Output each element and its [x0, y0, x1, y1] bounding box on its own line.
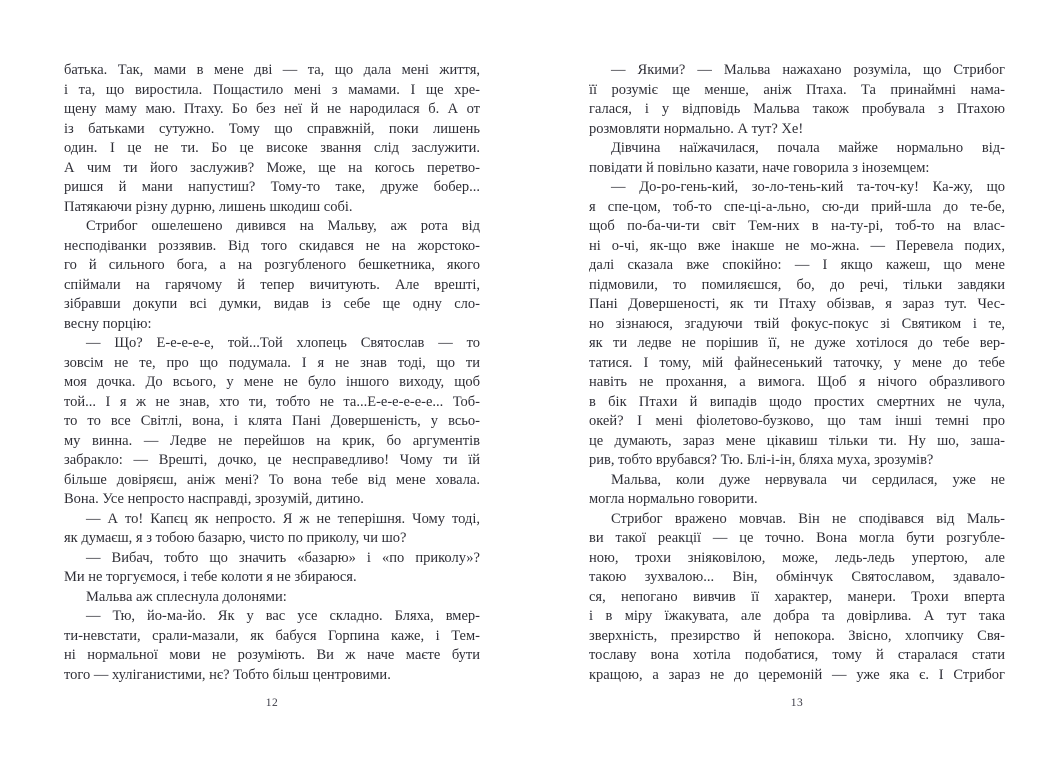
text-line: окей? І мені фіолетово-бузково, що там інші темні про: [589, 413, 1005, 429]
text-line: спіймали на гарячому й тепер вичитують. Але врешті,: [64, 276, 480, 293]
text-line: — Що? Е-е-е-е-е, той...Той хлопець Святослав — то: [86, 335, 480, 351]
text-line: го й сильного бога, а на розгубленого бешкетника, якого: [64, 257, 480, 273]
text-line: ви такої реакції — це точно. Вона могла бути розгубле-: [589, 530, 1005, 546]
text-line: Дівчина наїжачилася, почала майже нормально від-: [611, 140, 1005, 156]
text-line: далі сказала вже спокійно: — І якщо кажеш, що мене: [589, 257, 1005, 273]
text-line: тославу вона хотіла подобатися, тому й старалася стати: [589, 647, 1005, 663]
text-line: такою зухвалою... Він, обмінчук Святославом, здавало-: [589, 569, 1005, 585]
text-line: в бік Птахи й випадів щодо простих смертних не чула,: [589, 393, 1005, 410]
page-right-text: [589, 61, 1005, 685]
text-line: — Якими? — Мальва нажахано розуміла, що Стрибог: [611, 62, 1005, 78]
text-line: забракло: — Врешті, дочко, це несправедливо! Чому ти їй: [64, 452, 480, 468]
text-line: Стрибог вражено мовчав. Він не сподівався від Маль-: [611, 510, 1005, 527]
text-line: я спе-цом, тоб-то спе-ці-а-льно, сю-ди прий-шла до те-бе,: [589, 198, 1005, 215]
text-line: несподіванки роззявив. Від того скидався не на жорстоко-: [64, 237, 480, 254]
text-line: щоб по-ба-чи-ти світ Тем-них в на-ту-рі, тоб-то на влас-: [589, 218, 1005, 234]
text-line: моя дочка. До всього, у мене не було іншого виходу, щоб: [64, 374, 480, 390]
text-line: це думають, зараз мене цікавиш тільки ти. Ну шо, заша-: [589, 432, 1005, 449]
text-line: галася, і у відповідь Мальва також пробувала з Птахою: [589, 101, 1005, 117]
text-line: ся, непогано вивчив її характер, манери. Трохи вперта: [589, 588, 1005, 605]
text-line: — Тю, йо-ма-йо. Як у вас усе складно. Бляха, вмер-: [86, 608, 480, 624]
text-line: щену маму маю. Птаху. Бо без неї й не народилася б. А от: [64, 101, 480, 117]
text-line: зібравши докупи всі думки, видав із себе ще одну сло-: [64, 296, 480, 312]
text-line: Стрибог ошелешено дивився на Мальву, аж рота від: [86, 218, 480, 234]
text-line: підмовили, то помиляєшся, бо, до речі, тільки завдяки: [589, 276, 1005, 293]
text-line: татися. І тому, мій файнесенький таточку, у мене до тебе: [589, 354, 1005, 371]
text-line: і та, що виростила. Пощастило мені з мамами. І ще хре-: [64, 81, 480, 98]
text-line: як думаєш, я з тобою базарю, чисто по приколу, чи шо?: [64, 530, 407, 546]
text-line: — А то! Капєц як непросто. Я ж не теперішня. Чому тоді,: [86, 510, 480, 527]
page-right-number: 13: [790, 697, 804, 709]
text-line: і в міру їжакувата, але добра та довірлива. А тут така: [589, 608, 1005, 624]
text-line: навіть не прохання, а вимога. Щоб я нічого образливого: [589, 374, 1005, 390]
text-line: кращою, а зараз не до церемоній — уже яка є. І Стрибог: [589, 666, 1005, 683]
text-line: ні нормальної мови не розуміють. Ви ж наче маєте бути: [64, 647, 480, 663]
text-line: один. І це не ти. Бо це високе звання слід заслужити.: [64, 140, 480, 156]
text-line: того — хуліганистими, нє? Тобто більш центровими.: [64, 666, 391, 683]
text-line: А чим ти його заслужив? Може, ще на когось перетво-: [64, 159, 480, 176]
text-line: батька. Так, мами в мене дві — та, що дала мені життя,: [64, 62, 480, 78]
text-line: той... І я ж не знав, хто ти, тобто не та...Е-е-е-е-е-е... Тоб-: [64, 393, 480, 410]
text-line: рив, тобто врубався? Тю. Блі-і-ін, бляха муха, зрозумів?: [589, 452, 934, 468]
text-line: — Вибач, тобто що значить «базарю» і «по приколу»?: [86, 549, 480, 566]
text-line: то то все Світлі, вона, і клята Пані Довершеність, у всьо-: [64, 413, 480, 429]
text-line: Ми не торгуємося, і тебе колоти я не збираюся.: [64, 569, 357, 585]
text-line: її розуміє ще менше, аніж Птаха. Та принаймні нама-: [589, 81, 1005, 98]
page-right: [525, 0, 1050, 760]
text-line: розмовляти нормально. А тут? Хе!: [589, 120, 804, 137]
text-line: Вона. Усе непросто насправді, зрозумій, дитино.: [64, 491, 364, 507]
page-left-number: 12: [265, 697, 279, 709]
text-line: зовсім не те, про що подумала. І я не знав тоді, що ти: [64, 354, 480, 371]
text-line: но зізнаюся, згадуючи твій фокус-покус зі Святиком і те,: [589, 315, 1005, 332]
text-line: му винна. — Ледве не перейшов на крик, бо аргументів: [64, 432, 480, 449]
text-line: зверхність, презирство й непокора. Звісно, хлопчику Свя-: [589, 627, 1005, 644]
text-line: ти-невстати, срали-мазали, як бабуся Горпина каже, і Тем-: [64, 627, 480, 644]
text-line: ришся й мани напустиш? Тому-то таке, друже бобер...: [64, 179, 480, 195]
text-line: Мальва, коли дуже нервувала чи сердилася, уже не: [611, 471, 1005, 488]
text-line: повідати й повільно казати, наче говорила з іноземцем:: [589, 159, 930, 176]
text-line: ні о-чі, як-що вже інакше не мо-жна. — Перевела подих,: [589, 237, 1005, 254]
text-line: ною, трохи зніяковілою, може, ледь-ледь упертою, але: [589, 549, 1005, 566]
text-line: Патякаючи різну дурню, лишень шкодиш собі.: [64, 198, 353, 215]
text-line: Мальва аж сплеснула долонями:: [86, 588, 287, 605]
text-line: більше довіряєш, аніж мені? То вона тебе від мене ховала.: [64, 471, 480, 488]
text-line: весну порцію:: [64, 315, 152, 332]
text-line: могла нормально говорити.: [589, 491, 758, 507]
text-line: із батьками сутужно. Тому що справжній, поки лишень: [64, 120, 480, 137]
text-line: — До-ро-гень-кий, зо-ло-тень-кий та-точ-ку! Ка-жу, що: [611, 179, 1005, 195]
text-line: як ти ледве не порішив її, не дуже хотілося до тебе вер-: [589, 335, 1005, 351]
text-line: Пані Довершеності, як ти Птаху обізвав, я зараз тут. Чес-: [589, 296, 1005, 312]
page-left-text: [64, 61, 480, 685]
